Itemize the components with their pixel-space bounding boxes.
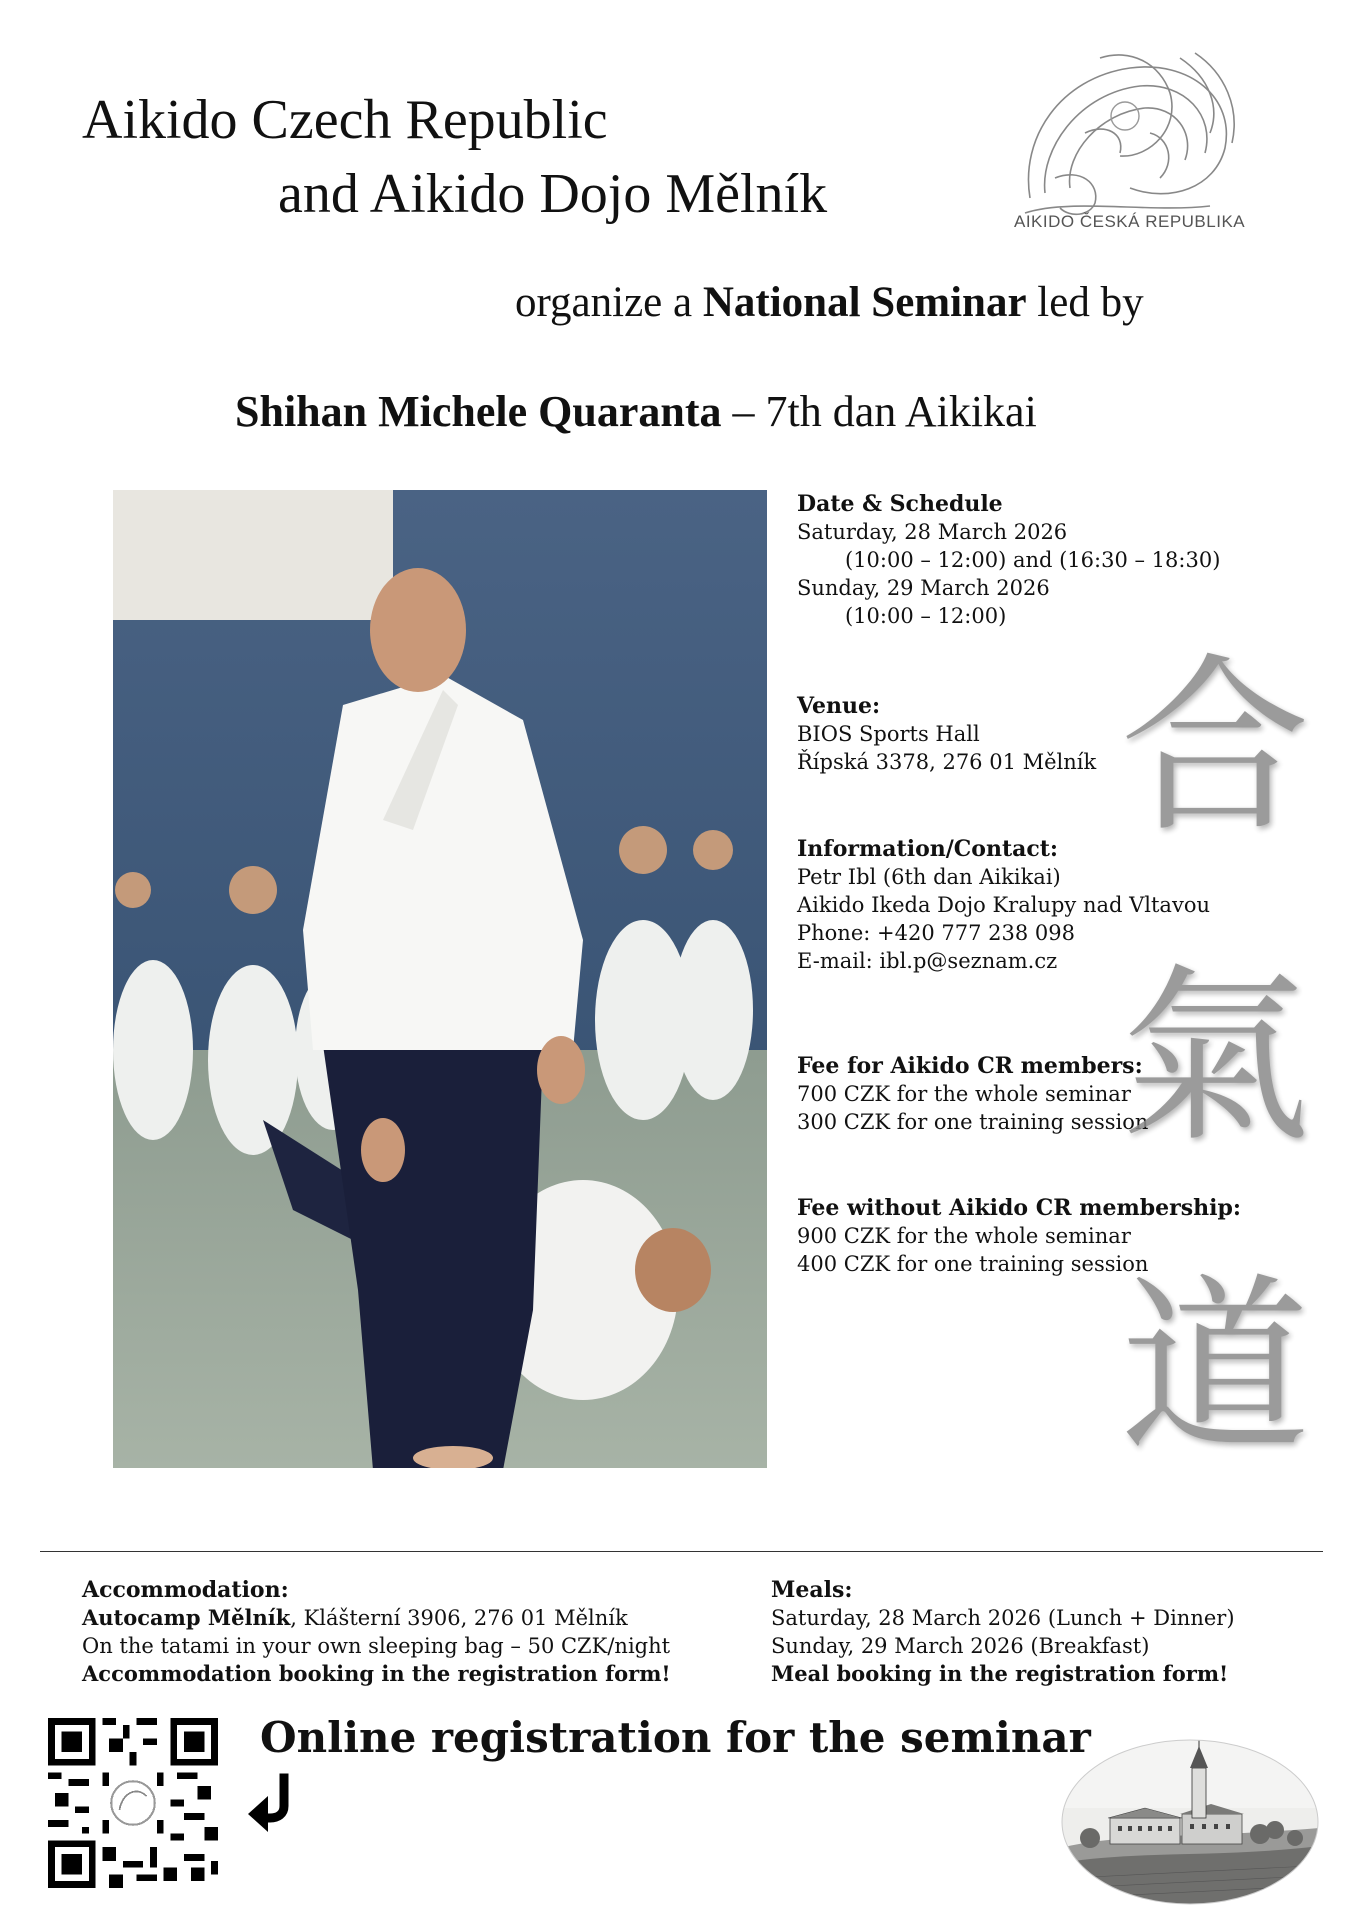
contact-line-2: Aikido Ikeda Dojo Kralupy nad Vltavou bbox=[797, 893, 1210, 917]
meals-line-1: Saturday, 28 March 2026 (Lunch + Dinner) bbox=[771, 1606, 1235, 1630]
qr-code-icon[interactable] bbox=[48, 1718, 218, 1888]
instructor-photo bbox=[113, 490, 767, 1468]
venue-line-2: Řípská 3378, 276 01 Mělník bbox=[797, 750, 1097, 774]
aikido-logo-icon bbox=[1010, 38, 1260, 238]
instructor-line: Shihan Michele Quaranta – 7th dan Aikikai bbox=[235, 387, 1037, 436]
venue-heading: Venue: bbox=[797, 693, 881, 719]
schedule-day-1: Saturday, 28 March 2026 bbox=[797, 520, 1068, 544]
instructor-name: Shihan Michele Quaranta bbox=[235, 387, 722, 436]
meals-booking: Meal booking in the registration form! bbox=[771, 1661, 1229, 1686]
venue-section bbox=[797, 692, 1096, 776]
schedule-day-1-times: (10:00 – 12:00) and (16:30 – 18:30) bbox=[845, 548, 1221, 572]
fee-members-section bbox=[797, 1052, 1148, 1136]
seminar-type: National Seminar bbox=[702, 279, 1027, 326]
kanji-do: 道 bbox=[1120, 1257, 1311, 1478]
schedule-day-2-times: (10:00 – 12:00) bbox=[845, 604, 1007, 628]
divider bbox=[40, 1551, 1323, 1552]
schedule-day-2: Sunday, 29 March 2026 bbox=[797, 576, 1050, 600]
schedule-heading: Date & Schedule bbox=[797, 491, 1003, 517]
kanji-ki: 氣 bbox=[1120, 947, 1311, 1168]
fee-members-line-2: 300 CZK for one training session bbox=[797, 1110, 1149, 1134]
title-line-2: and Aikido Dojo Mělník bbox=[278, 163, 828, 225]
fee-nonmembers-heading: Fee without Aikido CR membership: bbox=[797, 1195, 1241, 1221]
contact-phone: Phone: +420 777 238 098 bbox=[797, 921, 1075, 945]
accommodation-line-2: On the tatami in your own sleeping bag – 50 CZK/night bbox=[82, 1634, 671, 1658]
contact-line-1: Petr Ibl (6th dan Aikikai) bbox=[797, 865, 1061, 889]
registration-link[interactable]: Online registration for the seminar bbox=[260, 1713, 1091, 1762]
kanji-ai: 合 bbox=[1120, 637, 1311, 858]
meals-heading: Meals: bbox=[771, 1577, 853, 1603]
contact-heading: Information/Contact: bbox=[797, 836, 1059, 862]
accommodation-place: Autocamp Mělník, Klášterní 3906, 276 01 Mělník bbox=[82, 1605, 628, 1630]
contact-email[interactable]: E-mail: ibl.p@seznam.cz bbox=[797, 949, 1058, 973]
organize-line: organize a National Seminar led by bbox=[515, 279, 1144, 326]
accommodation-section bbox=[82, 1576, 671, 1688]
town-illustration-icon bbox=[1060, 1738, 1320, 1906]
meals-line-2: Sunday, 29 March 2026 (Breakfast) bbox=[771, 1634, 1150, 1658]
title-line-1: Aikido Czech Republic bbox=[82, 89, 608, 151]
meals-section bbox=[771, 1576, 1235, 1688]
arrow-down-left-icon bbox=[244, 1772, 304, 1832]
fee-nonmembers-line-2: 400 CZK for one training session bbox=[797, 1252, 1149, 1276]
accommodation-booking: Accommodation booking in the registration form! bbox=[82, 1661, 671, 1686]
accommodation-heading: Accommodation: bbox=[82, 1577, 289, 1603]
venue-line-1: BIOS Sports Hall bbox=[797, 722, 980, 746]
logo-caption: AIKIDO ČESKÁ REPUBLIKA bbox=[1014, 212, 1246, 231]
fee-members-heading: Fee for Aikido CR members: bbox=[797, 1053, 1143, 1079]
fee-members-line-1: 700 CZK for the whole seminar bbox=[797, 1082, 1131, 1106]
fee-nonmembers-line-1: 900 CZK for the whole seminar bbox=[797, 1224, 1131, 1248]
